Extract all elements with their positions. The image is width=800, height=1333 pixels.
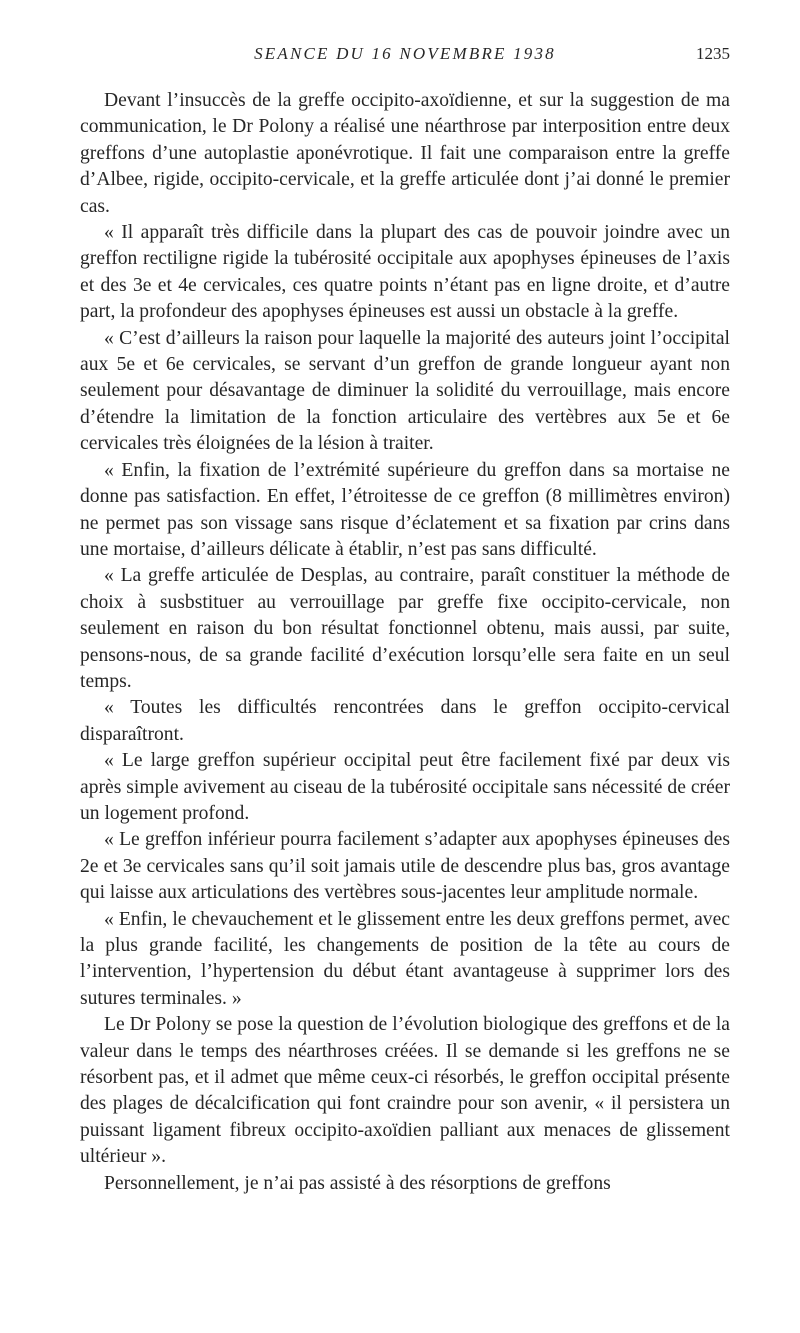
paragraph: Le Dr Polony se pose la question de l’évolution biologique des greffons et de la valeur dans le temps des néarthroses créées. Il se demande si les greffons ne se résorbent pas, et il admet que même ceux-ci résorbés, le greffon occipital présente des plages de décalcification qui font craindre pour son avenir, « il persistera un puissant ligament fibreux occipito-axoïdien palliant aux menaces de glissement ultérieur ». xyxy=(80,1014,730,1168)
page-header xyxy=(80,44,730,68)
paragraph: « La greffe articulée de Desplas, au contraire, paraît constituer la méthode de choix à susbstituer au verrouillage par greffe fixe occipito-cervicale, non seulement en raison du bon résultat fonctionnel obtenu, mais aussi, par suite, pensons-nous, de sa grande facilité d’exécution lorsqu’elle sera faite en un seul temps. xyxy=(80,565,730,692)
page-number: 1235 xyxy=(696,44,730,63)
body-text xyxy=(80,88,730,1197)
paragraph: « Le greffon inférieur pourra facilement s’adapter aux apophyses épineuses des 2e et 3e cervicales sans qu’il soit jamais utile de descendre plus bas, gros avantage qui laisse aux articulations des vertèbres sous-jacentes leur amplitude normale. xyxy=(80,829,730,904)
paragraph: « C’est d’ailleurs la raison pour laquelle la majorité des auteurs joint l’occipital aux 5e et 6e cervicales, se servant d’un greffon de grande longueur ayant non seulement pour désavantage de diminuer la solidité du verrouillage, mais encore d’étendre la limitation de la fonction articulaire des vertèbres aux 5e et 6e cervicales très éloignées de la lésion à traiter. xyxy=(80,327,730,455)
paragraph: « Enfin, la fixation de l’extrémité supérieure du greffon dans sa mortaise ne donne pas satisfaction. En effet, l’étroitesse de ce greffon (8 millimètres environ) ne permet pas son vissage sans risque d’éclatement et sa fixation par crins dans une mortaise, d’ailleurs délicate à établir, n’est pas sans difficulté. xyxy=(80,459,730,560)
paragraph: « Il apparaît très difficile dans la plupart des cas de pouvoir joindre avec un greffon rectiligne rigide la tubérosité occipitale aux apophyses épineuses de l’axis et des 3e et 4e cervicales, ces quatre points n’étant pas en ligne droite, et d’autre part, la profondeur des apophyses épineuses est aussi un obstacle à la greffe. xyxy=(80,222,730,323)
paragraph: « Enfin, le chevauchement et le glissement entre les deux greffons permet, avec la plus grande facilité, les changements de position de la tête au cours de l’intervention, l’hypertension du début étant avantageuse à supprimer lors des sutures terminales. » xyxy=(80,908,730,1009)
paragraph: « Le large greffon supérieur occipital peut être facilement fixé par deux vis après simple avivement au ciseau de la tubérosité occipitale sans nécessité de créer un logement profond. xyxy=(80,750,730,824)
paragraph: Personnellement, je n’ai pas assisté à des résorptions de greffons xyxy=(104,1172,611,1194)
paragraph: « Toutes les difficultés rencontrées dans le greffon occipito-cervical disparaîtront. xyxy=(80,697,730,745)
running-title: SEANCE DU 16 NOVEMBRE 1938 xyxy=(254,44,556,63)
paragraph: Devant l’insuccès de la greffe occipito-axoïdienne, et sur la suggestion de ma communication, le Dr Polony a réalisé une néarthrose par interposition entre deux greffons d’une autoplastie aponévrotique. Il fait une comparaison entre la greffe d’Albee, rigide, occipito-cervicale, et la greffe articulée dont j’ai donné le premier cas. xyxy=(80,90,730,217)
